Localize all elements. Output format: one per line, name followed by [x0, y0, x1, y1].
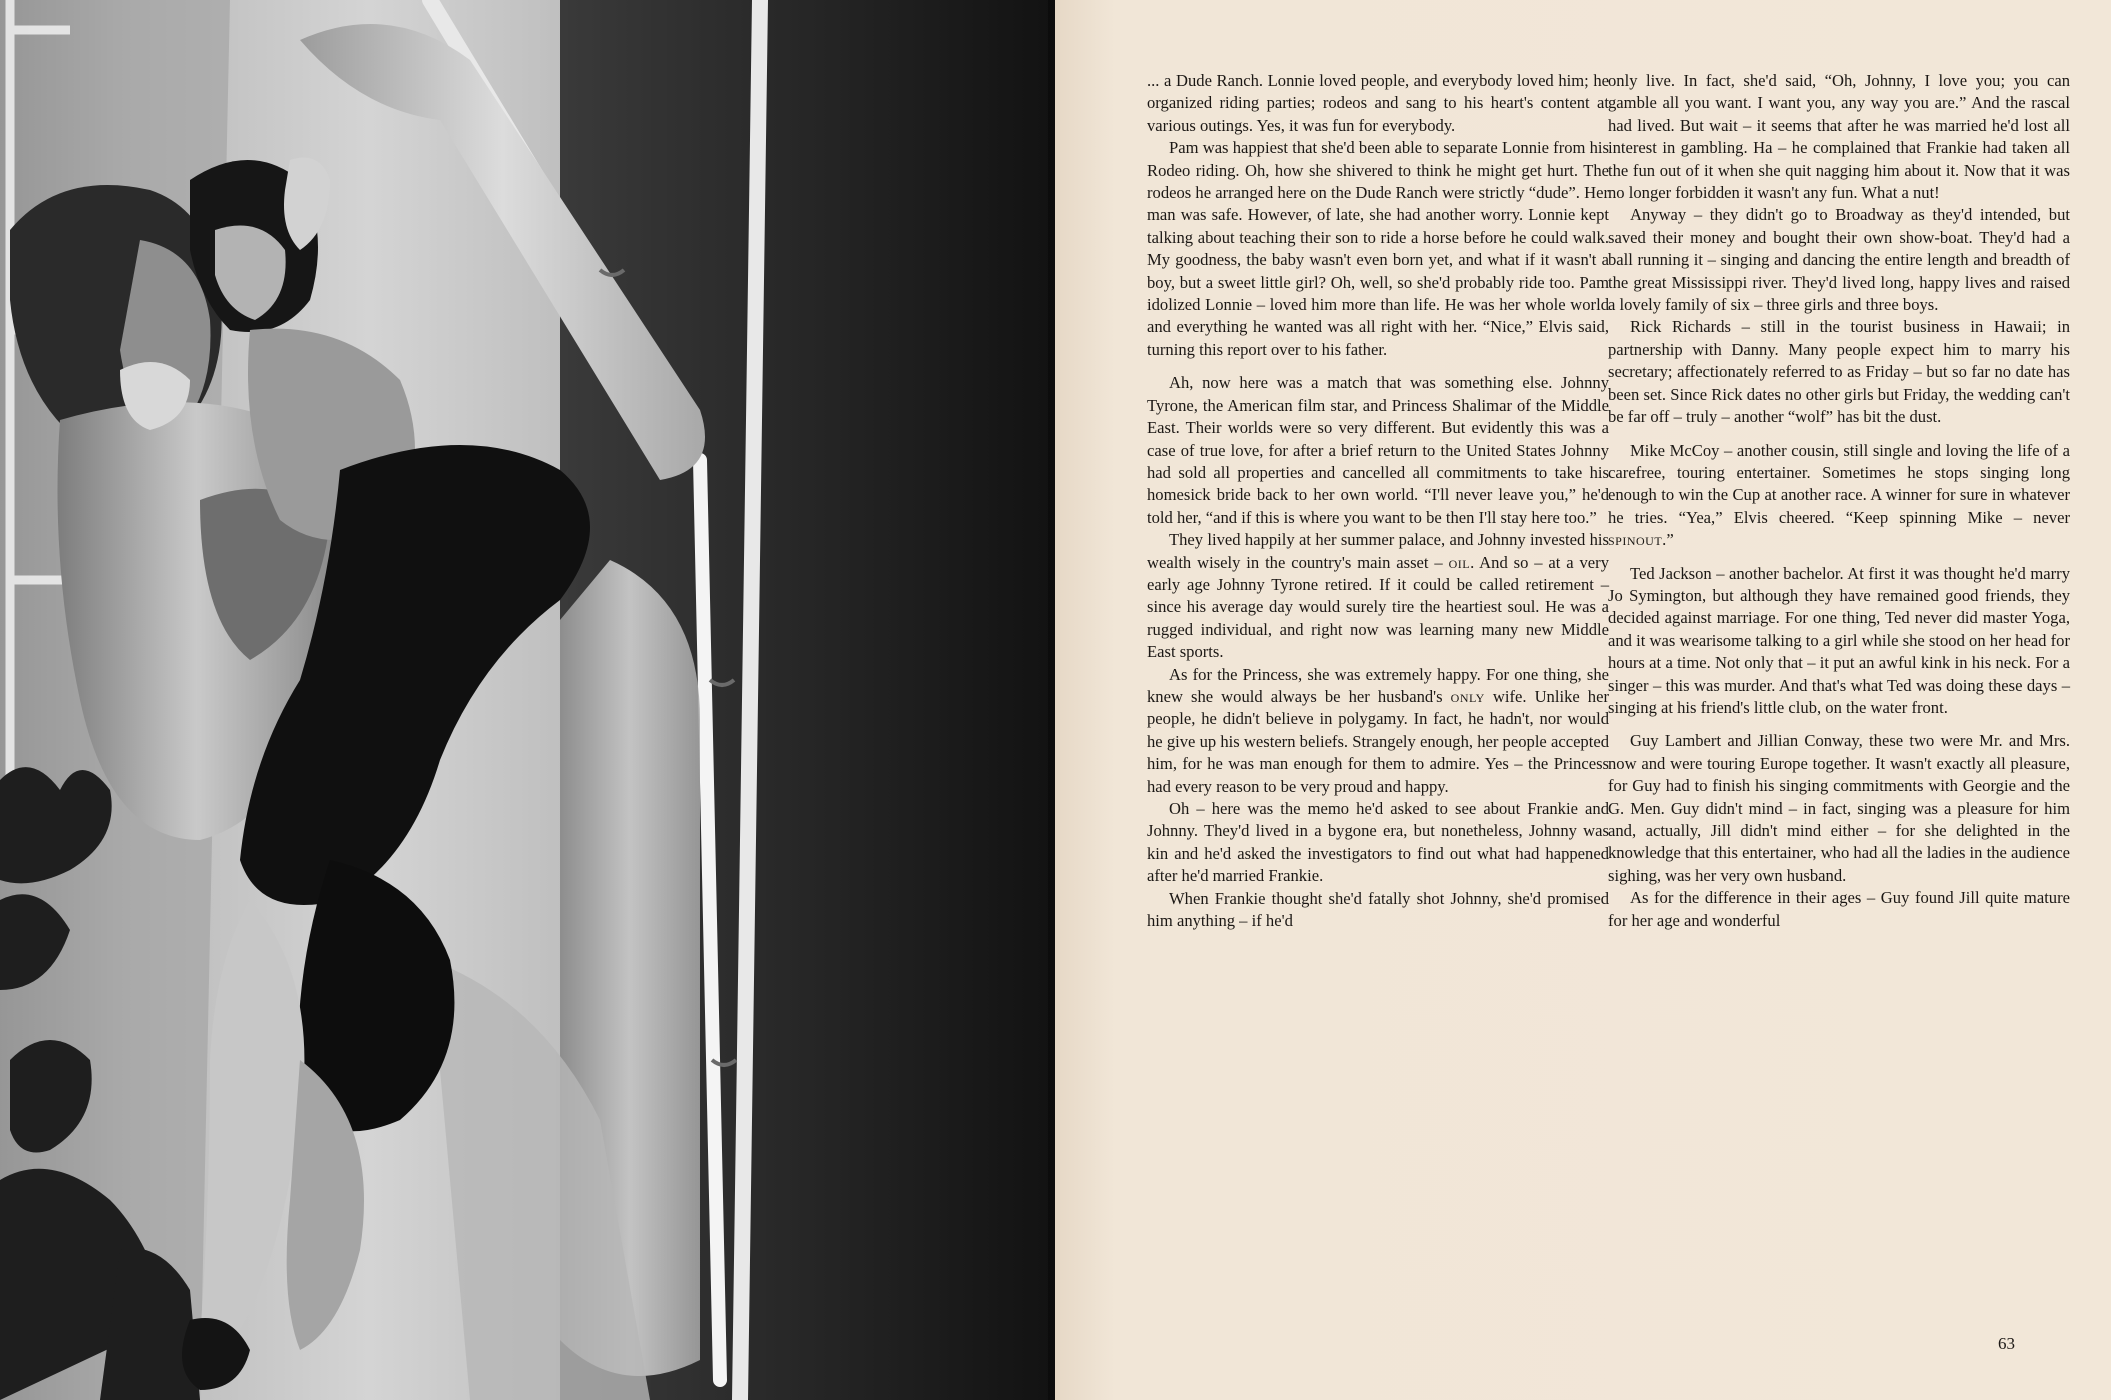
- paragraph-text: They lived happily at her summer palace, and Johnny invested his wealth wisely in the country's main asset –: [1147, 530, 1609, 572]
- paragraph: ... a Dude Ranch. Lonnie loved people, and everybody loved him; he organized riding parties; rodeos and sang to his heart's content at various outings. Yes, it was fun for everybody.: [1147, 71, 1609, 135]
- paragraph: only live. In fact, she'd said, “Oh, Johnny, I love you; you can gamble all you want. I want you, any way you are.” And the rascal had lived. But wait – it seems that after he was married he'd lost all interest in gambling. Ha – he complained that Frankie had taken all the fun out of it when she quit nagging him about it. Now that it was no longer forbidden it wasn't any fun. What a nut!: [1608, 71, 2070, 203]
- paragraph: As for the difference in their ages – Guy found Jill quite mature for her age and wonderful: [1608, 888, 2070, 930]
- paragraph: [1608, 440, 2070, 552]
- paragraph: Rick Richards – still in the tourist business in Hawaii; in partnership with Danny. Many people expect him to marry his secretary; affectionately referred to as Friday – but so far no date has been set. Since Rick dates no other girls but Friday, the wedding can't be far off – truly – another “wolf” has bit the dust.: [1608, 317, 2070, 427]
- paragraph-text: Mike McCoy – another cousin, still single and loving the life of a carefree, touring entertainer. Sometimes he stops singing long enough to win the Cup at another race. A winner for sure in whatever he tries. “Yea,” Elvis cheered. “Keep spinning Mike – never: [1608, 440, 2070, 527]
- paragraph: When Frankie thought she'd fatally shot Johnny, she'd promised him anything – if he'd: [1147, 888, 1609, 931]
- paragraph: Ted Jackson – another bachelor. At first it was thought he'd marry Jo Symington, but although they have remained good friends, they decided against marriage. For one thing, Ted never did master Yoga, and it was wearisome talking to a girl while she stood on her head for hours at a time. Not only that – it put an awful kink in his neck. For a singer – this was murder. And that's what Ted was doing these days – singing at his friend's little club, on the water front.: [1608, 563, 2070, 717]
- paragraph: Anyway – they didn't go to Broadway as they'd intended, but saved their money and bought their own show-boat. They'd had a ball running it – singing and dancing the entire length and breadth of the great Mississippi river. They'd lived long, happy lives and raised a lovely family of six – three girls and three boys.: [1608, 205, 2070, 315]
- paragraph-text: As for the Princess, she was extremely happy. For one thing, she knew she would always be her husband's: [1147, 664, 1609, 706]
- paragraph: Oh – here was the memo he'd asked to see about Frankie and Johnny. They'd lived in a bygone era, but nonetheless, Johnny was kin and he'd asked the investigators to find out what had happened after he'd married Frankie.: [1147, 799, 1609, 886]
- small-caps-word: spinout: [1608, 530, 1663, 550]
- paragraph: Ah, now here was a match that was something else. Johnny Tyrone, the American film star, and Princess Shalimar of the Middle East. Their worlds were so very different. But evidently this was a case of true love, for after a brief return to the United States Johnny had sold all properties and cancelled all commitments to take his homesick bride back to her own world. “I'll never leave you,” he'd told her, “and if this is where you want to be then I'll stay here too.”: [1147, 373, 1609, 527]
- paragraph: [1147, 529, 1609, 663]
- paragraph: [1147, 664, 1609, 798]
- small-caps-word: oil: [1448, 552, 1471, 572]
- text-column-left: [1147, 70, 1609, 932]
- photograph-couple-embracing: [0, 0, 1055, 1400]
- paragraph-text: .”: [1662, 530, 1674, 550]
- paragraph-text: wife. Unlike her people, he didn't believe in polygamy. In fact, he hadn't, nor would he give up his western beliefs. Strangely enough, her people accepted him, for he was man enough for them to admire. Yes – the Princess had every reason to be very proud and happy.: [1147, 686, 1609, 796]
- paragraph: Guy Lambert and Jillian Conway, these two were Mr. and Mrs. now and were touring Europe together. It wasn't exactly all pleasure, for Guy had to finish his singing commitments with Georgie and the G. Men. Guy didn't mind – in fact, singing was a pleasure for him and, actually, Jill didn't mind either – for she delighted in the knowledge that this entertainer, who had all the ladies in the audience sighing, was her very own husband.: [1608, 731, 2070, 885]
- small-caps-word: only: [1450, 686, 1485, 706]
- paragraph-text: . And so – at a very early age Johnny Tyrone retired. If it could be called retirement – since his average day would surely tire the heartiest soul. He was a rugged individual, and right now was learning many new Middle East sports.: [1147, 552, 1609, 662]
- text-column-right: [1608, 70, 2070, 932]
- text-page: [1055, 0, 2111, 1400]
- paragraph: Pam was happiest that she'd been able to separate Lonnie from his Rodeo riding. Oh, how she shivered to think he might get hurt. The rodeos he arranged here on the Dude Ranch were strictly “dude”. Her man was safe. However, of late, she had another worry. Lonnie kept talking about teaching their son to ride a horse before he could walk. My goodness, the baby wasn't even born yet, and what if it wasn't a boy, but a sweet little girl? Oh, well, so she'd probably ride too. Pam idolized Lonnie – loved him more than life. He was her whole world and everything he wanted was all right with her. “Nice,” Elvis said, turning this report over to his father.: [1147, 138, 1609, 359]
- page-number: 63: [1998, 1334, 2015, 1353]
